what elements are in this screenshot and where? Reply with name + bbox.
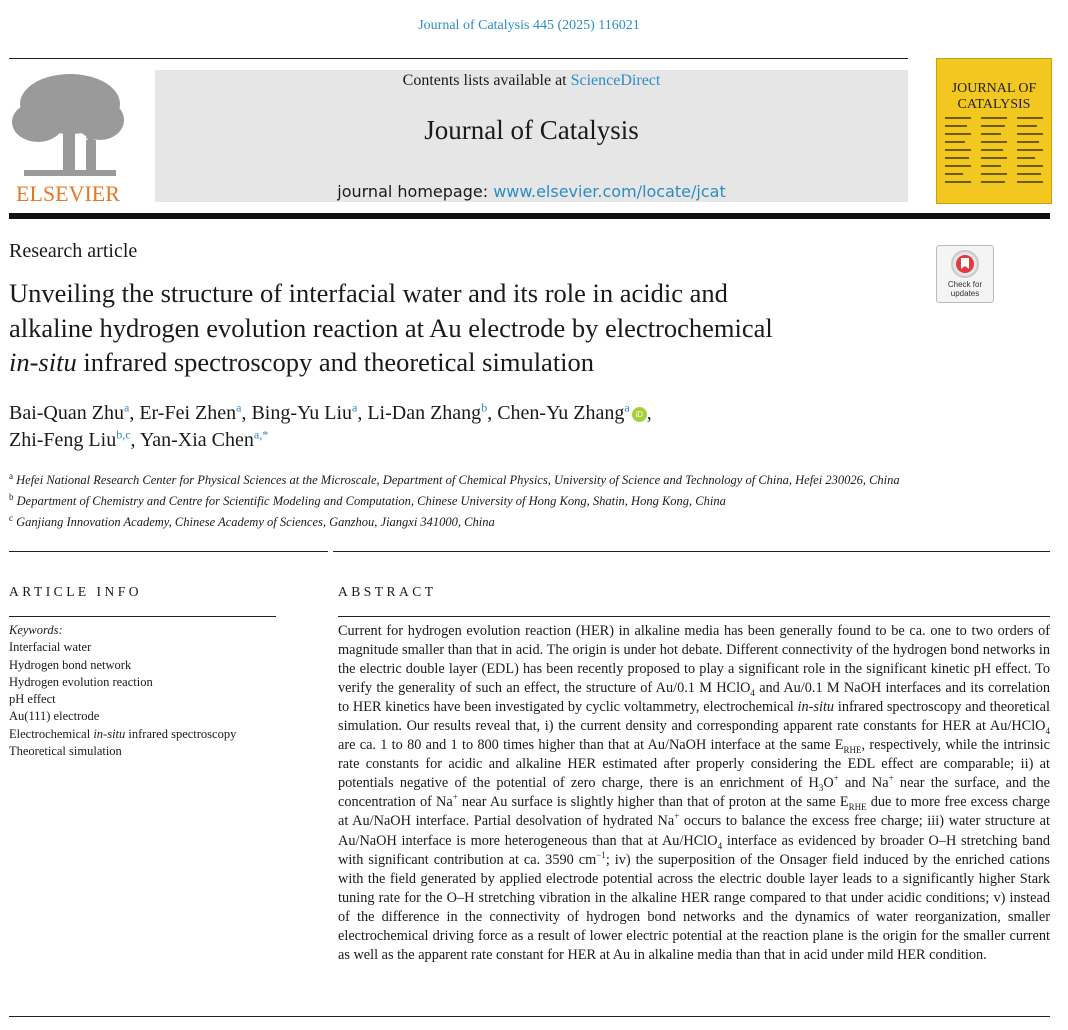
article-info-divider <box>9 616 276 617</box>
title-line-3: infrared spectroscopy and theoretical simulation <box>76 347 595 377</box>
title-in-situ: in-situ <box>9 347 77 377</box>
author-affiliation-link[interactable]: a <box>624 400 630 415</box>
author-name[interactable]: Er-Fei Zhen <box>139 402 237 424</box>
title-line-2: alkaline hydrogen evolution reaction at Au electrode by electrochemical <box>9 312 773 343</box>
author-name[interactable]: Bing-Yu Liu <box>251 402 352 424</box>
keywords-list <box>9 622 309 760</box>
author-affiliation-link[interactable]: a <box>123 400 130 415</box>
bottom-divider <box>9 1016 1050 1017</box>
orcid-icon[interactable]: iD <box>632 407 647 422</box>
journal-cover-image <box>936 58 1052 204</box>
homepage-link[interactable]: www.elsevier.com/locate/jcat <box>493 182 726 201</box>
homepage-prefix: journal homepage: <box>337 182 494 201</box>
check-updates-icon <box>950 249 980 279</box>
journal-reference[interactable]: Journal of Catalysis 445 (2025) 116021 <box>418 18 640 33</box>
contents-prefix: Contents lists available at <box>402 72 571 89</box>
section-divider-right <box>333 551 1050 552</box>
homepage-line <box>155 182 908 201</box>
section-divider-left <box>9 551 328 552</box>
author-name[interactable]: Zhi-Feng Liu <box>9 429 117 451</box>
author-name[interactable]: Li-Dan Zhang <box>367 402 482 424</box>
article-type: Research article <box>9 240 138 262</box>
journal-name: Journal of Catalysis <box>424 115 639 145</box>
cover-title: JOURNAL OF CATALYSIS <box>951 81 1037 112</box>
keyword-item: Electrochemical in-situ infrared spectroscopy <box>9 726 237 741</box>
elsevier-wordmark: ELSEVIER <box>16 181 120 203</box>
keyword-item: Hydrogen evolution reaction <box>9 674 153 689</box>
author-affiliation-link[interactable]: a <box>352 400 358 415</box>
article-title <box>9 276 909 380</box>
abstract-heading: ABSTRACT <box>338 584 437 599</box>
author-name[interactable]: Bai-Quan Zhu <box>9 402 124 424</box>
article-info-heading: ARTICLE INFO <box>9 584 143 599</box>
sciencedirect-link[interactable]: ScienceDirect <box>570 72 661 89</box>
keyword-item: pH effect <box>9 692 56 707</box>
author-affiliation-link[interactable]: b <box>481 400 488 415</box>
title-line-1: Unveiling the structure of interfacial water and its role in acidic and <box>9 278 728 308</box>
top-divider <box>9 58 908 59</box>
cover-text-lines <box>945 117 1043 197</box>
elsevier-tree-icon <box>12 74 124 176</box>
check-for-updates-button[interactable] <box>936 245 994 303</box>
keyword-item: Theoretical simulation <box>9 744 122 759</box>
author-affiliation-link[interactable]: b,c <box>116 427 131 442</box>
author-name[interactable]: Chen-Yu Zhang <box>497 402 625 424</box>
author-affiliation-link[interactable]: a,* <box>253 427 269 442</box>
affiliations <box>9 468 909 531</box>
author-list: Bai-Quan Zhu$^a$, Er-Fei Zhen$^a$, Bing-Yu Liu$^a$, Li-Dan Zhang$^b$, Chen-Yu Zhang$^a$iD , Zhi-Feng Liu$^{b,c}$, Yan-Xia Chen$^{a,*}$ <box>9 400 652 451</box>
keywords-label: Keywords: <box>9 623 63 637</box>
check-updates-label: Check for updates <box>947 280 983 298</box>
affiliation-item: $^c$ Ganjiang Innovation Academy, Chinese Academy of Sciences, Ganzhou, Jiangxi 341000, China <box>9 513 495 530</box>
header-divider <box>9 213 1050 219</box>
keyword-item: Interfacial water <box>9 640 92 655</box>
abstract-divider <box>338 616 1050 617</box>
author-affiliation-link[interactable]: a <box>236 400 242 415</box>
contents-line <box>155 72 908 90</box>
abstract-text: Current for hydrogen evolution reaction (HER) in alkaline media has been generally found to be ca. one to two orders of magnitude smaller than that in acid. The origin is under hot debate. Different connectivity of the hydrogen bond networks in the electric double layer (EDL) has been recently proposed to play a significant role in the significant kinetic pH effect. To verify the generality of such an effect, the structure of Au/0.1 M HClO$_4$ and Au/0.1 M NaOH interfaces and its correlation to HER kinetics have been investigated by cyclic voltammetry, electrochemical in-situ infrared spectroscopy and theoretical simulation. Our results reveal that, i) the current density and corresponding apparent rate constants for HER at Au/HClO$_4$ are ca. 1 to 80 and 1 to 800 times higher than that at Au/NaOH interface at the same $E_{RHE}$, respectively, while the intrinsic rate constants for acidic and alkaline HER estimated after properly considering the EDL effect are comparable; ii) at potentials negative of the potential of zero charge, there is an enrichment of $H_3O^+$ and Na+ near the surface, and the concentration of Na+ near Au surface is slightly higher than that of proton at the same $E_{RHE}$ due to more free excess charge at Au/NaOH interface. Partial desolvation of hydrated Na+ occurs to balance the excess free charge; iii) water structure at Au/NaOH interface is more heterogeneous than that at Au/HClO$_4$ interface as evidenced by broader O–H stretching band with significant contribution at ca. 3590 $cm^{-1}$; iv) the superposition of the Onsager field induced by the enriched cations with the field generated by applied electrode potential across the electric double layer leads to a significantly higher Stark tuning rate for the O–H stretching vibration in the alkaline HER range compared to that under acidic conditions; v) instead of the difference in the connectivity of hydrogen bond networks and the dynamics of water reorganization, smaller electrochemical driving force as a result of lower electric potential at the reaction plane is the origin for the smaller current as well as the apparent rate constant for HER at Au in alkaline media than that in acid under mild HER condition. <box>338 623 1051 963</box>
keyword-item: Au(111) electrode <box>9 709 100 724</box>
author-name[interactable]: Yan-Xia Chen <box>139 429 254 451</box>
keyword-item: Hydrogen bond network <box>9 657 132 672</box>
affiliation-item: $^b$ Department of Chemistry and Centre for Scientific Modeling and Computation, Chinese University of Hong Kong, Shatin, Hong Kong, China <box>9 492 726 509</box>
elsevier-logo <box>8 70 128 203</box>
affiliation-item: $^a$ Hefei National Research Center for Physical Sciences at the Microscale, Department of Chemical Physics, University of Science and Technology of China, Hefei 230026, China <box>9 471 900 488</box>
